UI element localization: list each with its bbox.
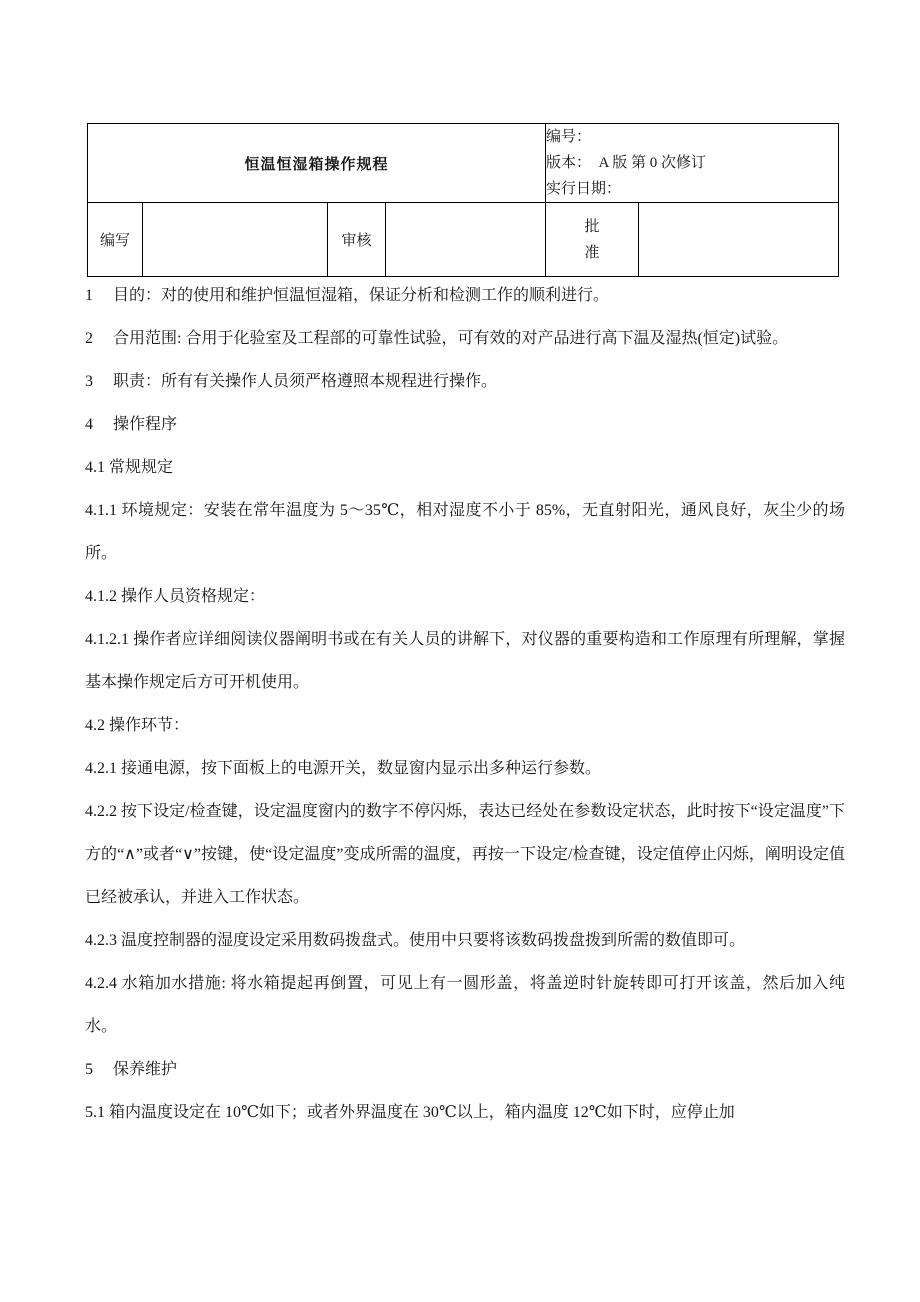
para-4-2-3-humidity-dial xyxy=(85,919,845,962)
para-text: 目的：对的使用和维护恒温恒湿箱，保证分析和检测工作的顺利进行。 xyxy=(113,287,610,304)
para-text: 4.2 操作环节： xyxy=(85,717,190,734)
para-text: 4.1 常规规定 xyxy=(85,459,174,476)
para-4-procedure-heading xyxy=(85,403,845,446)
para-4-1-2-operator-qualification xyxy=(85,575,845,618)
para-4-1-2-1-read-manual xyxy=(85,618,845,704)
doc-number-line: 编号： xyxy=(546,129,592,145)
para-1-purpose xyxy=(85,274,845,317)
para-4-2-1-power-on xyxy=(85,747,845,790)
para-4-1-1-environment xyxy=(85,489,845,575)
reviewer-signature-cell xyxy=(386,203,546,277)
para-text: 操作程序 xyxy=(113,416,178,433)
header-table xyxy=(87,123,839,277)
para-text: 职责：所有有关操作人员须严格遵照本规程进行操作。 xyxy=(113,373,498,390)
para-number: 1 xyxy=(85,287,93,304)
para-text: 4.1.2 操作人员资格规定： xyxy=(85,588,266,605)
para-text: 4.2.3 温度控制器的湿度设定采用数码拨盘式。使用中只要将该数码拨盘拨到所需的数值即可。 xyxy=(85,932,746,949)
para-text: 保养维护 xyxy=(113,1061,178,1078)
para-5-maintenance-heading xyxy=(85,1048,845,1091)
writer-label-cell: 编写 xyxy=(88,203,143,277)
para-5-1-temperature-limits xyxy=(85,1091,845,1134)
approver-signature-cell xyxy=(639,203,839,277)
doc-body xyxy=(85,274,845,1134)
para-text: 4.1.2.1 操作者应详细阅读仪器阐明书或在有关人员的讲解下，对仪器的重要构造和工作原理有所理解，掌握基本操作规定后方可开机使用。 xyxy=(85,631,845,691)
para-number: 4 xyxy=(85,416,93,433)
para-text: 4.1.1 环境规定：安装在常年温度为 5～35℃，相对湿度不小于 85%，无直射阳光，通风良好，灰尘少的场所。 xyxy=(85,502,845,562)
para-text: 4.2.2 按下设定/检查键，设定温度窗内的数字不停闪烁，表达已经处在参数设定状态，此时按下“设定温度”下方的“∧”或者“∨”按键，使“设定温度”变成所需的温度，再按一下设定/检查键，设定值停止闪烁，阐明设定值已经被承认，并进入工作状态。 xyxy=(85,803,845,906)
para-4-1-general xyxy=(85,446,845,489)
para-4-2-operation-steps xyxy=(85,704,845,747)
doc-title: 恒温恒湿箱操作规程 xyxy=(88,124,546,203)
para-text: 4.2.4 水箱加水措施: 将水箱提起再倒置，可见上有一圆形盖，将盖逆时针旋转即可打开该盖，然后加入纯水。 xyxy=(85,975,845,1035)
writer-signature-cell xyxy=(143,203,328,277)
approver-label: 批准 xyxy=(584,218,600,261)
para-text: 4.2.1 接通电源，按下面板上的电源开关，数显窗内显示出多种运行参数。 xyxy=(85,760,602,777)
para-text: 合用范围: 合用于化验室及工程部的可靠性试验，可有效的对产品进行高下温及湿热(恒定)试验。 xyxy=(113,330,789,347)
reviewer-label-cell: 审核 xyxy=(328,203,386,277)
doc-version-line: 版本： A 版 第 0 次修订 xyxy=(546,155,707,171)
para-4-2-4-water-tank xyxy=(85,962,845,1048)
para-2-scope xyxy=(85,317,845,360)
para-number: 5 xyxy=(85,1061,93,1078)
para-text: 5.1 箱内温度设定在 10℃如下；或者外界温度在 30℃以上，箱内温度 12℃如下时，应停止加 xyxy=(85,1104,735,1121)
para-4-2-2-set-temperature xyxy=(85,790,845,919)
doc-effective-date-line: 实行日期： xyxy=(546,181,622,197)
para-number: 3 xyxy=(85,373,93,390)
doc-info-cell xyxy=(546,124,839,203)
para-number: 2 xyxy=(85,330,93,347)
approver-label-cell xyxy=(546,203,639,277)
para-3-responsibility xyxy=(85,360,845,403)
